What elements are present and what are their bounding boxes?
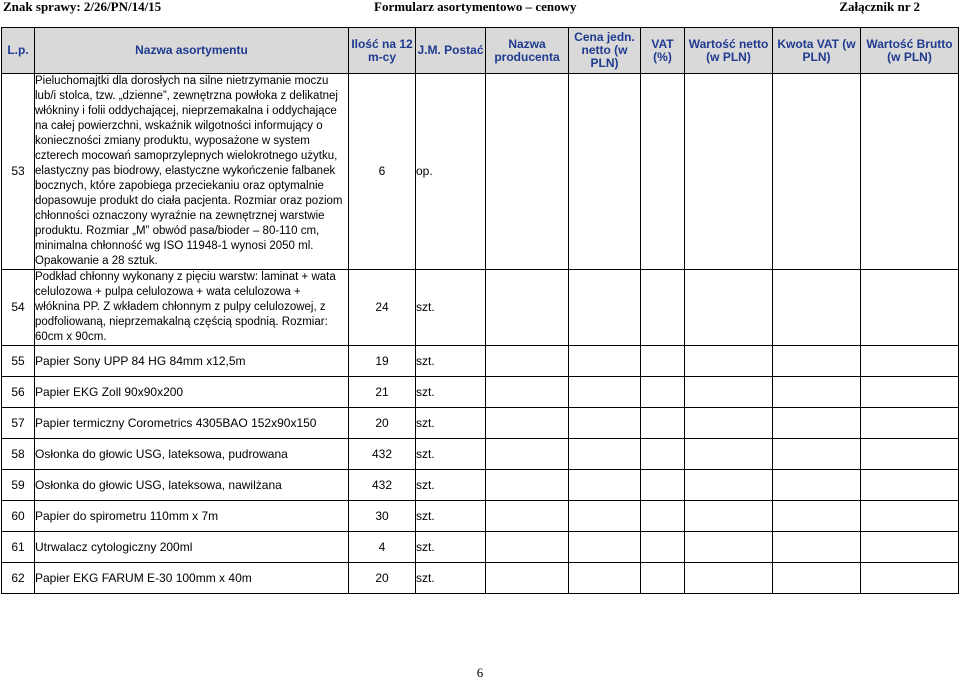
cell-quantity: 21 xyxy=(349,377,416,408)
cell-producer[interactable] xyxy=(486,408,569,439)
cell-lp: 57 xyxy=(2,408,35,439)
cell-vat-rate[interactable] xyxy=(641,439,685,470)
cell-net-value[interactable] xyxy=(685,470,773,501)
cell-unit: szt. xyxy=(416,532,486,563)
cell-quantity: 20 xyxy=(349,408,416,439)
cell-unit: szt. xyxy=(416,270,486,346)
cell-unit-price[interactable] xyxy=(569,532,641,563)
column-header-net-value: Wartość netto (w PLN) xyxy=(685,28,773,74)
cell-vat-amount[interactable] xyxy=(773,270,861,346)
table-row xyxy=(2,270,959,346)
table-row xyxy=(2,408,959,439)
cell-vat-amount[interactable] xyxy=(773,563,861,594)
column-header-name: Nazwa asortymentu xyxy=(35,28,349,74)
cell-vat-rate[interactable] xyxy=(641,346,685,377)
cell-name: Pieluchomajtki dla dorosłych na silne nietrzymanie moczu lub/i stolca, tzw. „dzienne”, zewnętrzna powłoka z delikatnej włókniny i folii oddychającej, nieprzemakalna i oddychające na całej powierzchni, wskaźnik wilgotności informujący o konieczności zmiany produktu, wyposażone w system czterech mocowań samoprzylepnych wielokrotnego użytku, elastyczny pas biodrowy, elastyczne wykończenie falbanek bocznych, które zapobiega przeciekaniu oraz optymalnie dopasowuje produkt do ciała pacjenta. Rozmiar oraz poziom chłonności oznaczony wyraźnie na zewnętrznej warstwie produktu. Rozmiar „M” obwód pasa/bioder – 80-110 cm, minimalna chłonność wg ISO 11948-1 wynosi 2050 ml. Opakowanie a 28 sztuk. xyxy=(35,74,349,270)
cell-vat-rate[interactable] xyxy=(641,270,685,346)
cell-unit: op. xyxy=(416,74,486,270)
cell-producer[interactable] xyxy=(486,563,569,594)
table-row xyxy=(2,532,959,563)
table-row xyxy=(2,377,959,408)
column-header-unit-price: Cena jedn. netto (w PLN) xyxy=(569,28,641,74)
form-title: Formularz asortymentowo – cenowy xyxy=(374,0,577,14)
cell-lp: 62 xyxy=(2,563,35,594)
cell-vat-rate[interactable] xyxy=(641,470,685,501)
cell-net-value[interactable] xyxy=(685,270,773,346)
cell-vat-rate[interactable] xyxy=(641,532,685,563)
cell-gross-value[interactable] xyxy=(861,532,959,563)
cell-lp: 56 xyxy=(2,377,35,408)
cell-unit: szt. xyxy=(416,346,486,377)
cell-quantity: 4 xyxy=(349,532,416,563)
column-header-unit: J.M. Postać xyxy=(416,28,486,74)
cell-vat-rate[interactable] xyxy=(641,377,685,408)
cell-unit-price[interactable] xyxy=(569,563,641,594)
assortment-table xyxy=(1,27,959,594)
cell-lp: 53 xyxy=(2,74,35,270)
cell-vat-amount[interactable] xyxy=(773,470,861,501)
cell-producer[interactable] xyxy=(486,470,569,501)
column-header-producer: Nazwa producenta xyxy=(486,28,569,74)
cell-unit: szt. xyxy=(416,408,486,439)
table-row xyxy=(2,563,959,594)
cell-net-value[interactable] xyxy=(685,439,773,470)
cell-vat-rate[interactable] xyxy=(641,74,685,270)
cell-unit-price[interactable] xyxy=(569,439,641,470)
cell-unit-price[interactable] xyxy=(569,346,641,377)
cell-net-value[interactable] xyxy=(685,408,773,439)
cell-name: Papier EKG FARUM E-30 100mm x 40m xyxy=(35,563,349,594)
cell-quantity: 19 xyxy=(349,346,416,377)
cell-unit: szt. xyxy=(416,563,486,594)
cell-name: Podkład chłonny wykonany z pięciu warstw: laminat + wata celulozowa + pulpa celulozowa + wata celulozowa + włóknina PP. Z wkładem chłonnym z pulpy celulozowej, z podfoliowaną, nieprzemakalną częścią spodnią. Rozmiar: 60cm x 90cm. xyxy=(35,270,349,346)
cell-vat-rate[interactable] xyxy=(641,501,685,532)
cell-gross-value[interactable] xyxy=(861,346,959,377)
cell-producer[interactable] xyxy=(486,501,569,532)
cell-vat-amount[interactable] xyxy=(773,439,861,470)
cell-quantity: 6 xyxy=(349,74,416,270)
cell-net-value[interactable] xyxy=(685,74,773,270)
page-number: 6 xyxy=(476,665,484,680)
cell-name: Papier termiczny Corometrics 4305BAO 152x90x150 xyxy=(35,408,349,439)
cell-net-value[interactable] xyxy=(685,346,773,377)
cell-quantity: 30 xyxy=(349,501,416,532)
cell-producer[interactable] xyxy=(486,439,569,470)
cell-name: Osłonka do głowic USG, lateksowa, nawilżana xyxy=(35,470,349,501)
cell-name: Papier Sony UPP 84 HG 84mm x12,5m xyxy=(35,346,349,377)
cell-vat-rate[interactable] xyxy=(641,563,685,594)
cell-gross-value[interactable] xyxy=(861,470,959,501)
cell-gross-value[interactable] xyxy=(861,270,959,346)
cell-lp: 59 xyxy=(2,470,35,501)
cell-gross-value[interactable] xyxy=(861,563,959,594)
column-header-vat-amount: Kwota VAT (w PLN) xyxy=(773,28,861,74)
table-row xyxy=(2,470,959,501)
column-header-quantity: Ilość na 12 m-cy xyxy=(349,28,416,74)
cell-lp: 54 xyxy=(2,270,35,346)
cell-quantity: 432 xyxy=(349,439,416,470)
column-header-vat-rate: VAT (%) xyxy=(641,28,685,74)
cell-unit-price[interactable] xyxy=(569,470,641,501)
cell-lp: 60 xyxy=(2,501,35,532)
table-row xyxy=(2,439,959,470)
table-row xyxy=(2,501,959,532)
cell-producer[interactable] xyxy=(486,532,569,563)
cell-net-value[interactable] xyxy=(685,377,773,408)
table-row xyxy=(2,346,959,377)
cell-unit-price[interactable] xyxy=(569,501,641,532)
cell-gross-value[interactable] xyxy=(861,501,959,532)
cell-producer[interactable] xyxy=(486,377,569,408)
table-row xyxy=(2,74,959,270)
cell-gross-value[interactable] xyxy=(861,439,959,470)
cell-gross-value[interactable] xyxy=(861,408,959,439)
cell-vat-rate[interactable] xyxy=(641,408,685,439)
cell-vat-amount[interactable] xyxy=(773,74,861,270)
cell-gross-value[interactable] xyxy=(861,377,959,408)
cell-vat-amount[interactable] xyxy=(773,346,861,377)
cell-lp: 61 xyxy=(2,532,35,563)
cell-unit-price[interactable] xyxy=(569,408,641,439)
cell-vat-amount[interactable] xyxy=(773,501,861,532)
cell-unit-price[interactable] xyxy=(569,377,641,408)
column-header-gross-value: Wartość Brutto (w PLN) xyxy=(861,28,959,74)
cell-gross-value[interactable] xyxy=(861,74,959,270)
cell-vat-amount[interactable] xyxy=(773,408,861,439)
cell-lp: 55 xyxy=(2,346,35,377)
cell-name: Papier do spirometru 110mm x 7m xyxy=(35,501,349,532)
column-header-lp: L.p. xyxy=(2,28,35,74)
document-header xyxy=(0,0,960,14)
cell-net-value[interactable] xyxy=(685,563,773,594)
cell-unit-price[interactable] xyxy=(569,270,641,346)
cell-name: Papier EKG Zoll 90x90x200 xyxy=(35,377,349,408)
cell-unit: szt. xyxy=(416,439,486,470)
cell-producer[interactable] xyxy=(486,74,569,270)
cell-quantity: 20 xyxy=(349,563,416,594)
cell-unit-price[interactable] xyxy=(569,74,641,270)
cell-net-value[interactable] xyxy=(685,501,773,532)
cell-vat-amount[interactable] xyxy=(773,377,861,408)
cell-producer[interactable] xyxy=(486,270,569,346)
cell-name: Osłonka do głowic USG, lateksowa, pudrowana xyxy=(35,439,349,470)
cell-lp: 58 xyxy=(2,439,35,470)
cell-unit: szt. xyxy=(416,501,486,532)
table-header-row xyxy=(2,28,959,74)
annex-label: Załącznik nr 2 xyxy=(839,0,920,14)
cell-vat-amount[interactable] xyxy=(773,532,861,563)
cell-producer[interactable] xyxy=(486,346,569,377)
cell-unit: szt. xyxy=(416,470,486,501)
cell-unit: szt. xyxy=(416,377,486,408)
cell-name: Utrwalacz cytologiczny 200ml xyxy=(35,532,349,563)
cell-quantity: 432 xyxy=(349,470,416,501)
cell-net-value[interactable] xyxy=(685,532,773,563)
cell-quantity: 24 xyxy=(349,270,416,346)
case-number: Znak sprawy: 2/26/PN/14/15 xyxy=(3,0,162,14)
